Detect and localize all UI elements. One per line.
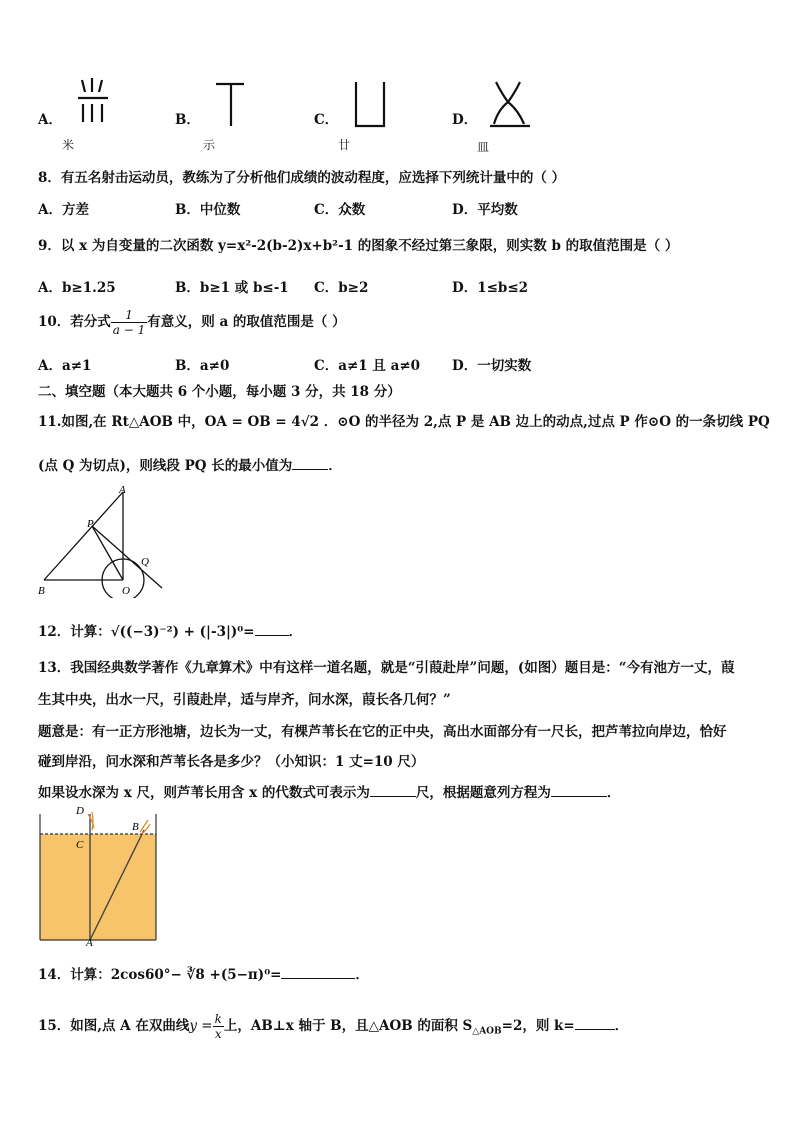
q14-line <box>38 963 369 983</box>
ancient-glyph-nian-icon <box>352 80 388 130</box>
q13-blank-equation[interactable] <box>551 795 607 797</box>
q15-suffix2: =2，则 k= <box>501 1018 575 1034</box>
q15-fraction <box>213 1012 224 1041</box>
q7-option-c-letter: C． <box>314 112 339 128</box>
q15-line <box>38 1012 628 1041</box>
q13-line5-a: 如果设水深为 x 尺，则芦苇长用含 x 的代数式可表示为 <box>38 785 370 801</box>
q11-line2-text: (点 Q 为切点)，则线段 PQ 长的最小值为 <box>38 458 293 474</box>
q13-pond-reed-figure <box>36 800 160 946</box>
section-fill-in-heading: 二、填空题（本大题共 6 个小题，每小题 3 分，共 18 分） <box>38 384 401 400</box>
q11-segment-po <box>92 526 123 580</box>
q13-reed-leaf-bank <box>140 820 150 834</box>
q13-label-c: C <box>76 839 84 851</box>
q12-line <box>38 620 302 640</box>
q12-prefix: 12．计算： <box>38 624 111 640</box>
q7-option-c-caption: 廿 <box>338 138 351 152</box>
q8-option-a: A．方差 <box>38 202 89 218</box>
ancient-glyph-min-icon <box>488 80 534 130</box>
q13-line5-b: 尺，根据题意列方程为 <box>415 785 551 801</box>
q13-line3: 题意是：有一正方形池塘，边长为一丈，有棵芦苇长在它的正中央，高出水面部分有一尺长，把芦苇拉向岸边，恰好 <box>38 724 727 740</box>
q11-segment-ab <box>44 492 123 580</box>
q9-option-b: B．b≥1 或 b≤-1 <box>175 280 289 296</box>
q7-option-d-letter: D． <box>452 112 478 128</box>
q10-fraction <box>111 308 147 337</box>
q9-option-a: A．b≥1.25 <box>38 280 116 296</box>
q12-expression: √((−3)⁻²) + (|-3|)⁰= <box>110 624 255 640</box>
ancient-glyph-shi-icon <box>212 80 248 130</box>
q13-label-d: D <box>76 805 84 817</box>
q10-suffix: 有意义，则 a 的取值范围是（ ） <box>147 314 346 330</box>
q15-frac-numerator: k <box>214 1012 222 1026</box>
q15-end: ． <box>614 1018 629 1034</box>
q8-stem: 8．有五名射击运动员，教练为了分析他们成绩的波动程度，应选择下列统计量中的（ ） <box>38 170 566 186</box>
q11-label-a: A <box>119 484 126 496</box>
q11-line1: 11.如图,在 Rt△AOB 中，OA = OB = 4√2 ．⊙O 的半径为 2,点 P 是 AB 边上的动点,过点 P 作⊙O 的一条切线 PQ <box>38 414 770 430</box>
q10-option-b: B．a≠0 <box>175 358 230 374</box>
q7-option-b-caption: 示 <box>203 138 216 152</box>
q12-end: ． <box>288 624 302 640</box>
q11-label-o: O <box>122 585 130 597</box>
q15-answer-blank[interactable] <box>575 1028 615 1030</box>
q11-triangle-circle-figure <box>34 482 166 598</box>
q10-option-d: D．一切实数 <box>452 358 532 374</box>
q11-label-p: P <box>87 518 94 530</box>
q13-line5 <box>38 781 620 801</box>
q13-line2: 生其中央，出水一尺，引葭赴岸，适与岸齐，问水深，葭长各几何？” <box>38 692 451 708</box>
q13-label-a: A <box>86 937 93 946</box>
q11-label-q: Q <box>141 556 149 568</box>
q7-option-d-caption: 皿 <box>477 140 490 154</box>
q15-prefix: 15．如图,点 A 在双曲线 <box>38 1018 190 1034</box>
q11-line2 <box>38 454 342 474</box>
q10-frac-numerator: 1 <box>111 308 147 323</box>
q8-option-d: D．平均数 <box>452 202 518 218</box>
ancient-glyph-mi-icon <box>76 78 110 126</box>
q11-line2-end: ． <box>328 458 342 474</box>
q11-label-b: B <box>38 585 45 597</box>
q13-line5-c: ． <box>606 785 621 801</box>
q15-suffix: 上，AB⊥x 轴于 B，且△AOB 的面积 S <box>223 1018 473 1034</box>
q10-option-a: A．a≠1 <box>38 358 92 374</box>
q13-label-b: B <box>132 821 139 833</box>
q15-frac-denominator: x <box>214 1027 222 1041</box>
q7-option-a-caption: 米 <box>62 138 75 152</box>
q13-reed-leaf-top <box>88 812 94 830</box>
q10-stem <box>38 308 346 337</box>
q7-option-a-letter: A． <box>38 112 62 128</box>
q14-text: 14．计算：2cos60°− ∛8 +(5−π)⁰= <box>38 967 282 983</box>
q10-option-c: C．a≠1 且 a≠0 <box>314 358 421 374</box>
q12-answer-blank[interactable] <box>255 634 289 636</box>
q13-line1: 13．我国经典数学著作《九章算术》中有这样一道名题，就是“引葭赴岸”问题，(如图）题目是：“今有池方一丈，葭 <box>38 660 735 676</box>
q11-answer-blank[interactable] <box>292 468 328 470</box>
q9-stem: 9．以 x 为自变量的二次函数 y=x²-2(b-2)x+b²-1 的图象不经过第三象限，则实数 b 的取值范围是（ ） <box>38 238 679 254</box>
q14-answer-blank[interactable] <box>281 977 355 979</box>
q8-option-b: B．中位数 <box>175 202 241 218</box>
q7-option-b-letter: B． <box>175 112 200 128</box>
q8-option-c: C．众数 <box>314 202 366 218</box>
q9-option-c: C．b≥2 <box>314 280 369 296</box>
q10-frac-denominator: a − 1 <box>112 323 146 337</box>
q14-end: ． <box>355 967 369 983</box>
q9-option-d: D．1≤b≤2 <box>452 280 529 296</box>
q13-blank-reed-length[interactable] <box>370 795 416 797</box>
q15-lhs: y = <box>189 1018 213 1034</box>
q10-prefix: 10．若分式 <box>38 314 111 330</box>
q15-subscript: △AOB <box>472 1026 502 1037</box>
q13-line4: 碰到岸沿，问水深和芦苇长各是多少？（小知识：1 丈=10 尺） <box>38 754 425 770</box>
